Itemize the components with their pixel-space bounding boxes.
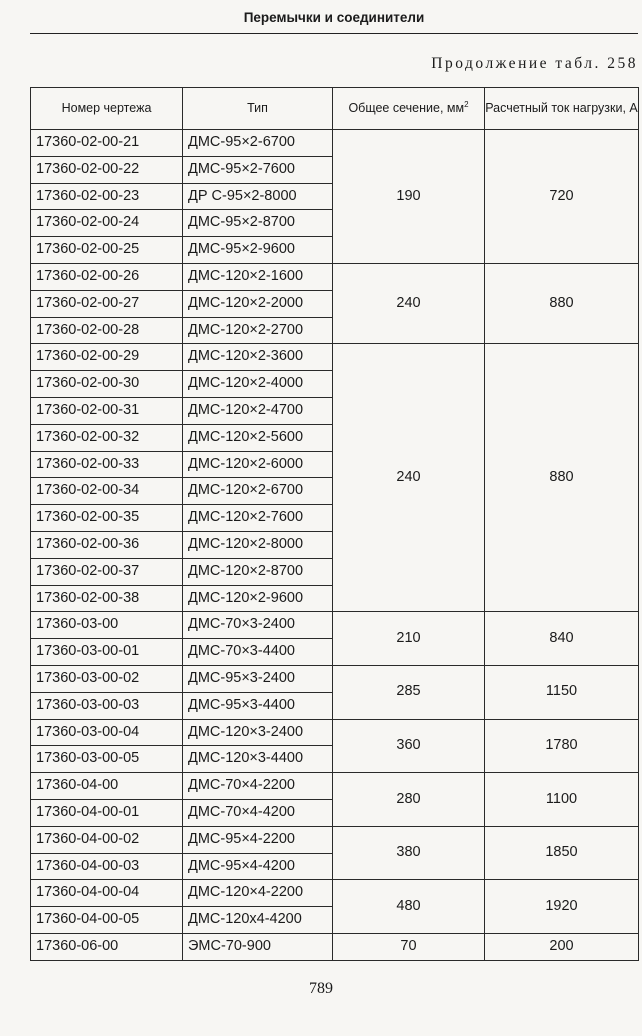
type-cell: ДМС-120x4-4200	[183, 907, 333, 934]
type-cell: ДМС-120×2-5600	[183, 424, 333, 451]
type-cell: ДМС-70×4-4200	[183, 799, 333, 826]
drawing-number-cell: 17360-02-00-29	[31, 344, 183, 371]
section-cell: 360	[333, 719, 485, 773]
drawing-number-cell: 17360-03-00-05	[31, 746, 183, 773]
type-cell: ДМС-120×2-7600	[183, 505, 333, 532]
table-row	[31, 826, 639, 853]
type-cell: ДМС-95×4-4200	[183, 853, 333, 880]
drawing-number-cell: 17360-03-00-02	[31, 665, 183, 692]
drawing-number-cell: 17360-02-00-30	[31, 371, 183, 398]
table-row	[31, 719, 639, 746]
type-cell: ДМС-120×3-2400	[183, 719, 333, 746]
drawing-number-cell: 17360-02-00-32	[31, 424, 183, 451]
current-cell: 1100	[485, 773, 639, 827]
table-row	[31, 263, 639, 290]
drawing-number-cell: 17360-03-00-04	[31, 719, 183, 746]
type-cell: ДМС-95×3-4400	[183, 692, 333, 719]
current-cell: 1150	[485, 665, 639, 719]
type-cell: ДМС-120×2-6000	[183, 451, 333, 478]
table-continuation-caption: Продолжение табл. 258	[431, 55, 638, 72]
table-row	[31, 612, 639, 639]
table-row	[31, 344, 639, 371]
col-header-section-text: Общее сечение, мм	[348, 101, 465, 116]
table-row	[31, 665, 639, 692]
col-header-type: Тип	[183, 88, 333, 130]
drawing-number-cell: 17360-02-00-37	[31, 558, 183, 585]
type-cell: ДМС-95×2-9600	[183, 237, 333, 264]
section-cell: 480	[333, 880, 485, 934]
table-body	[31, 130, 639, 961]
type-cell: ЭМС-70-900	[183, 933, 333, 960]
type-cell: ДР С-95×2-8000	[183, 183, 333, 210]
current-cell: 1780	[485, 719, 639, 773]
drawing-number-cell: 17360-03-00-03	[31, 692, 183, 719]
table-header-row	[31, 88, 639, 130]
drawing-number-cell: 17360-04-00-05	[31, 907, 183, 934]
drawing-number-cell: 17360-04-00-03	[31, 853, 183, 880]
drawing-number-cell: 17360-02-00-36	[31, 531, 183, 558]
section-cell: 285	[333, 665, 485, 719]
drawing-number-cell: 17360-02-00-26	[31, 263, 183, 290]
table-row	[31, 880, 639, 907]
type-cell: ДМС-120×2-8000	[183, 531, 333, 558]
current-cell: 840	[485, 612, 639, 666]
section-cell: 240	[333, 263, 485, 343]
type-cell: ДМС-95×4-2200	[183, 826, 333, 853]
type-cell: ДМС-95×2-8700	[183, 210, 333, 237]
current-cell: 880	[485, 344, 639, 612]
type-cell: ДМС-120×2-6700	[183, 478, 333, 505]
drawing-number-cell: 17360-02-00-34	[31, 478, 183, 505]
type-cell: ДМС-120×2-9600	[183, 585, 333, 612]
section-cell: 380	[333, 826, 485, 880]
section-cell: 240	[333, 344, 485, 612]
drawing-number-cell: 17360-04-00-01	[31, 799, 183, 826]
drawing-number-cell: 17360-02-00-31	[31, 397, 183, 424]
col-header-drawing-number: Номер чертежа	[31, 88, 183, 130]
type-cell: ДМС-120×2-2700	[183, 317, 333, 344]
type-cell: ДМС-70×4-2200	[183, 773, 333, 800]
drawing-number-cell: 17360-04-00-02	[31, 826, 183, 853]
drawing-number-cell: 17360-02-00-23	[31, 183, 183, 210]
section-cell: 280	[333, 773, 485, 827]
type-cell: ДМС-95×2-6700	[183, 130, 333, 157]
type-cell: ДМС-120×4-2200	[183, 880, 333, 907]
col-header-section	[333, 88, 485, 130]
table-row	[31, 933, 639, 960]
drawing-number-cell: 17360-06-00	[31, 933, 183, 960]
table-row	[31, 130, 639, 157]
current-cell: 1850	[485, 826, 639, 880]
col-header-current: Расчетный ток нагрузки, А	[485, 88, 639, 130]
type-cell: ДМС-120×2-2000	[183, 290, 333, 317]
current-cell: 720	[485, 130, 639, 264]
drawing-number-cell: 17360-03-00	[31, 612, 183, 639]
drawing-number-cell: 17360-02-00-25	[31, 237, 183, 264]
drawing-number-cell: 17360-02-00-35	[31, 505, 183, 532]
section-cell: 210	[333, 612, 485, 666]
type-cell: ДМС-120×2-4700	[183, 397, 333, 424]
type-cell: ДМС-120×2-1600	[183, 263, 333, 290]
drawing-number-cell: 17360-02-00-27	[31, 290, 183, 317]
type-cell: ДМС-95×2-7600	[183, 156, 333, 183]
drawing-number-cell: 17360-04-00-04	[31, 880, 183, 907]
running-header: Перемычки и соединители	[243, 10, 425, 25]
jumpers-table	[30, 87, 639, 961]
type-cell: ДМС-120×2-4000	[183, 371, 333, 398]
header-rule	[30, 33, 638, 34]
type-cell: ДМС-120×2-8700	[183, 558, 333, 585]
type-cell: ДМС-70×3-4400	[183, 639, 333, 666]
drawing-number-cell: 17360-02-00-28	[31, 317, 183, 344]
type-cell: ДМС-120×3-4400	[183, 746, 333, 773]
drawing-number-cell: 17360-02-00-33	[31, 451, 183, 478]
type-cell: ДМС-70×3-2400	[183, 612, 333, 639]
drawing-number-cell: 17360-02-00-22	[31, 156, 183, 183]
section-cell: 190	[333, 130, 485, 264]
current-cell: 880	[485, 263, 639, 343]
drawing-number-cell: 17360-04-00	[31, 773, 183, 800]
current-cell: 200	[485, 933, 639, 960]
section-cell: 70	[333, 933, 485, 960]
type-cell: ДМС-95×3-2400	[183, 665, 333, 692]
table-row	[31, 773, 639, 800]
drawing-number-cell: 17360-02-00-24	[31, 210, 183, 237]
drawing-number-cell: 17360-02-00-21	[31, 130, 183, 157]
page-number: 789	[309, 980, 333, 997]
drawing-number-cell: 17360-03-00-01	[31, 639, 183, 666]
unit-superscript: 2	[464, 100, 469, 110]
drawing-number-cell: 17360-02-00-38	[31, 585, 183, 612]
current-cell: 1920	[485, 880, 639, 934]
type-cell: ДМС-120×2-3600	[183, 344, 333, 371]
